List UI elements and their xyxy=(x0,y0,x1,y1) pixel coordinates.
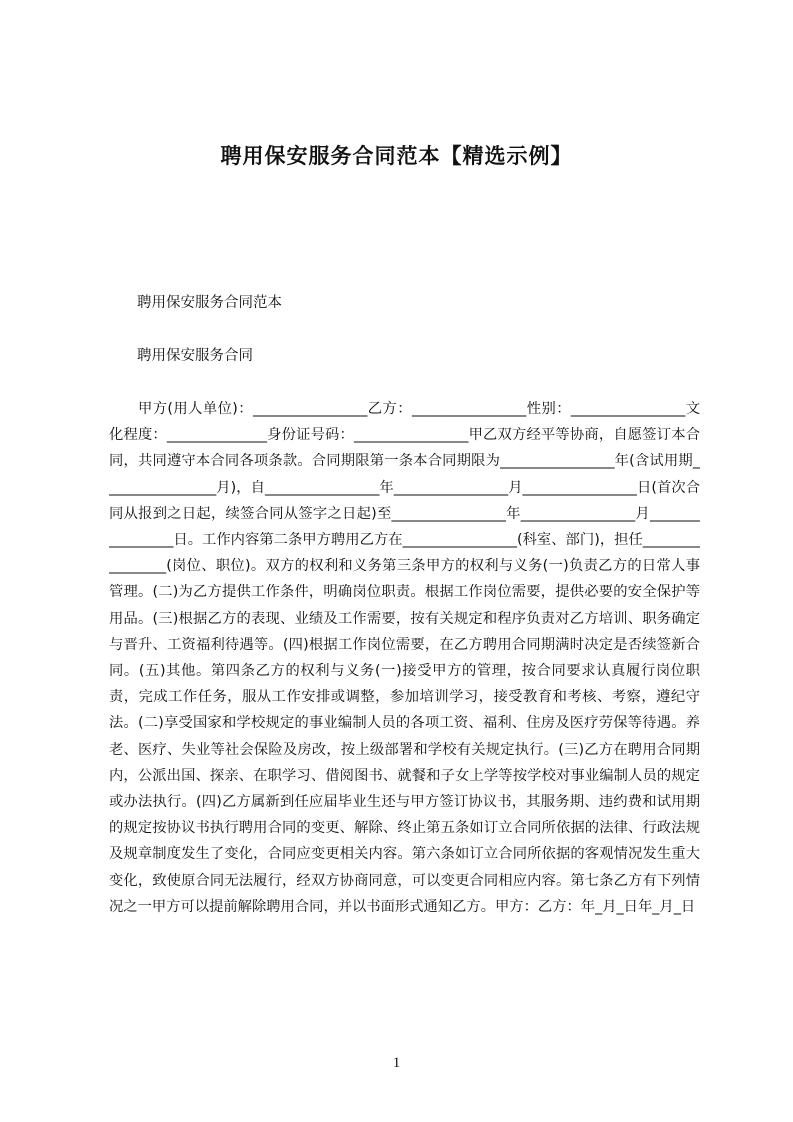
document-title: 聘用保安服务合同范本【精选示例】 xyxy=(220,144,573,168)
page-number: 1 xyxy=(392,1055,401,1071)
subheading-contract: 聘用保安服务合同 xyxy=(137,348,253,364)
subheading-contract-template: 聘用保安服务合同范本 xyxy=(137,295,282,311)
contract-body-paragraph: 甲方(用人单位)：________________乙方：________________性别：________________文化程度：______________身份证号码：________________甲乙双方经平等协商，自愿签订本合同，共同遵守本合同各项条款。合同期限第一条本合同期限为________________年(含试用期________________月)，自________________年________________月________________日(首次合同从报到之日起，续签合同从签字之日起)至________________年________________月________________日。工作内容第二条甲方聘用乙方在________________(科室、部门)，担任________________(岗位、职位)。双方的权利和义务第三条甲方的权利与义务(一)负责乙方的日常人事管理。(二)为乙方提供工作条件，明确岗位职责。根据工作岗位需要，提供必要的安全保护等用品。(三)根据乙方的表现、业绩及工作需要，按有关规定和程序负责对乙方培训、职务确定与晋升、工资福利待遇等。(四)根据工作岗位需要，在乙方聘用合同期满时决定是否续签新合同。(五)其他。第四条乙方的权利与义务(一)接受甲方的管理，按合同要求认真履行岗位职责，完成工作任务，服从工作安排或调整，参加培训学习，接受教育和考核、考察，遵纪守法。(二)享受国家和学校规定的事业编制人员的各项工资、福利、住房及医疗劳保等待遇。养老、医疗、失业等社会保险及房改，按上级部署和学校有关规定执行。(三)乙方在聘用合同期内，公派出国、探亲、在职学习、借阅图书、就餐和子女上学等按学校对事业编制人员的规定或办法执行。(四)乙方属新到任应届毕业生还与甲方签订协议书，其服务期、违约费和试用期的规定按协议书执行聘用合同的变更、解除、终止第五条如订立合同所依据的法律、行政法规及规章制度发生了变化，合同应变更相关内容。第六条如订立合同所依据的客观情况发生重大变化，致使原合同无法履行，经双方协商同意，可以变更合同相应内容。第七条乙方有下列情况之一甲方可以提前解除聘用合同，并以书面形式通知乙方。甲方：乙方：年_月_日年_月_日 xyxy=(109,401,700,915)
